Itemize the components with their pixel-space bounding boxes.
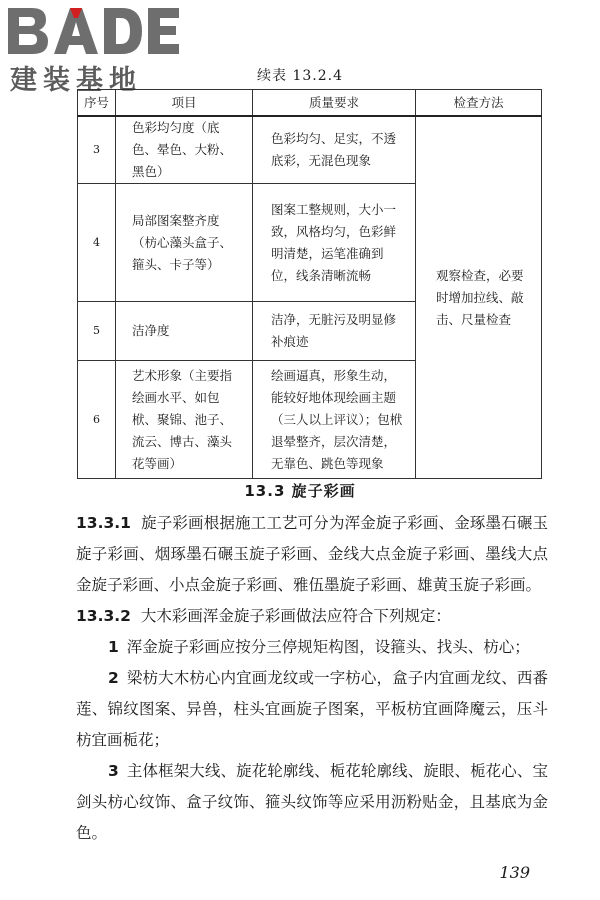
clause-number: 13.3.2 [76, 607, 131, 625]
row-requirement: 洁净，无脏污及明显修补痕迹 [253, 302, 416, 361]
body-text [76, 508, 548, 849]
row-item: 洁净度 [116, 302, 253, 361]
table-caption: 续表 13.2.4 [257, 68, 343, 84]
clause-text: 旋子彩画根据施工工艺可分为浑金旋子彩画、金琢墨石碾玉旋子彩画、烟琢墨石碾玉旋子彩画、金线大点金旋子彩画、墨线大点金旋子彩画、小点金旋子彩画、雅伍墨旋子彩画、雄黄玉旋子彩画。 [76, 514, 548, 594]
header-num: 序号 [78, 90, 116, 117]
table-header-row [78, 90, 542, 117]
header-requirement: 质量要求 [253, 90, 416, 117]
row-num: 5 [78, 302, 116, 361]
row-num: 4 [78, 184, 116, 302]
row-num: 3 [78, 116, 116, 184]
row-item: 艺术形象（主要指绘画水平、如包栿、聚锦、池子、流云、博古、藻头花等画） [116, 361, 253, 479]
logo-subtitle: 建装基地 [10, 65, 142, 96]
row-item: 色彩均匀度（底色、晕色、大粉、黑色） [116, 116, 253, 184]
page-number: 139 [499, 863, 530, 882]
item-number: 2 [108, 669, 119, 687]
row-requirement: 绘画逼真，形象生动，能较好地体现绘画主题（三人以上评议）；包栿退晕整齐，层次清楚，无靠色、跳色等现象 [253, 361, 416, 479]
item-number: 3 [108, 762, 119, 780]
item-number: 1 [108, 638, 119, 656]
quality-table [77, 89, 542, 479]
header-item: 项目 [116, 90, 253, 117]
clause-number: 13.3.1 [76, 514, 131, 532]
item-text: 浑金旋子彩画应按分三停规矩构图，设箍头、找头、枋心； [126, 638, 530, 656]
header-method: 检查方法 [416, 90, 542, 117]
list-item [76, 632, 548, 663]
list-item [76, 756, 548, 849]
item-text: 主体框架大线、旋花轮廓线、栀花轮廓线、旋眼、栀花心、宝剑头枋心纹饰、盒子纹饰、箍头纹饰等应采用沥粉贴金，且基底为金色。 [76, 762, 548, 842]
row-item: 局部图案整齐度（枋心藻头盒子、箍头、卡子等） [116, 184, 253, 302]
list-item [76, 663, 548, 756]
row-requirement: 图案工整规则，大小一致，风格均匀，色彩鲜明清楚，运笔准确到位，线条清晰流畅 [253, 184, 416, 302]
row-requirement: 色彩均匀、足实，不透底彩，无混色现象 [253, 116, 416, 184]
clause-13-3-2 [76, 601, 548, 632]
clause-13-3-1 [76, 508, 548, 601]
item-text: 梁枋大木枋心内宜画龙纹或一字枋心，盒子内宜画龙纹、西番莲、锦纹图案、异兽，柱头宜画旋子图案，平板枋宜画降魔云，压斗枋宜画栀花； [76, 669, 548, 749]
section-title: 13.3 旋子彩画 [244, 482, 356, 500]
inspection-method: 观察检查，必要时增加拉线、敲击、尺量检查 [416, 116, 542, 479]
row-num: 6 [78, 361, 116, 479]
table-row [78, 116, 542, 184]
bade-logo-icon [6, 4, 181, 56]
clause-text: 大木彩画浑金旋子彩画做法应符合下列规定： [140, 607, 451, 625]
